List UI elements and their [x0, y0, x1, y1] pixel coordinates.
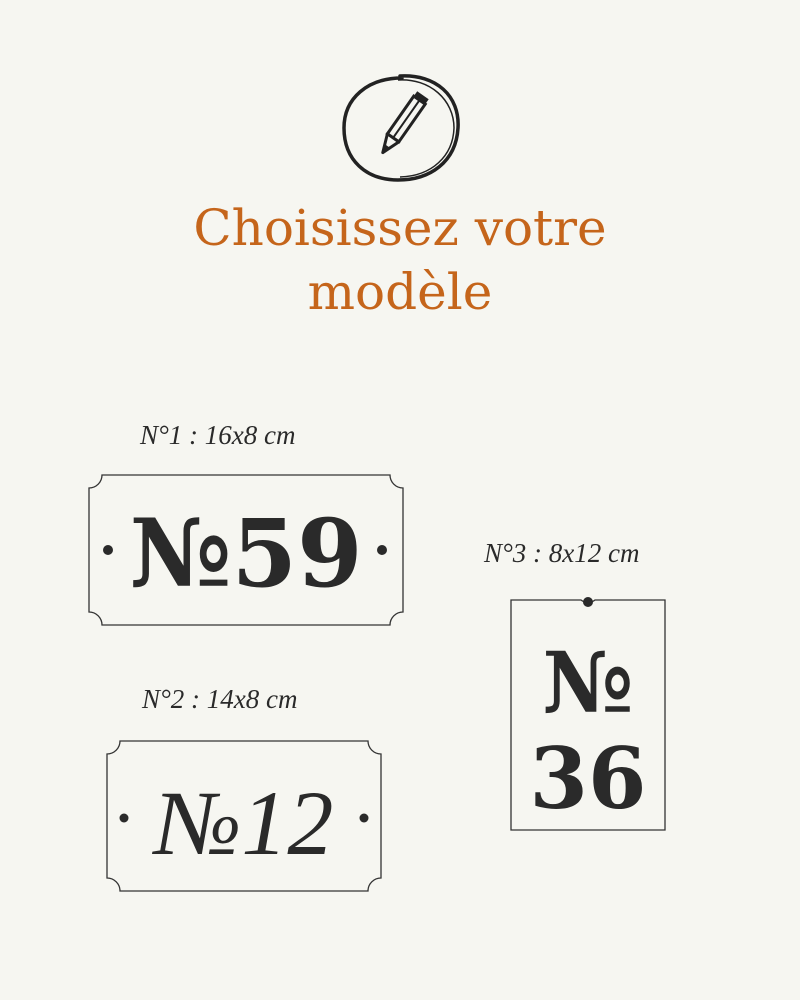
- model-3-plate-line-1: №: [542, 633, 634, 732]
- model-1-plate[interactable]: [88, 474, 404, 626]
- title-line-1: Choisissez votre: [193, 199, 607, 257]
- page-title: [0, 196, 800, 324]
- screw-hole-left: [103, 545, 113, 555]
- model-2-plate-text: №12: [154, 772, 334, 874]
- model-2-label: N°2 : 14x8 cm: [142, 684, 298, 714]
- screw-hole-right: [360, 814, 369, 823]
- model-3-plate[interactable]: [510, 594, 666, 834]
- model-2-plate[interactable]: [106, 740, 382, 892]
- screw-hole-left: [120, 814, 129, 823]
- model-1-label: N°1 : 16x8 cm: [140, 420, 296, 450]
- model-3-plate-line-2: 36: [529, 729, 647, 828]
- hanging-hole: [583, 597, 593, 607]
- pencil-icon: [340, 72, 462, 184]
- model-3-label: N°3 : 8x12 cm: [484, 538, 640, 568]
- screw-hole-right: [377, 545, 387, 555]
- title-line-2: modèle: [307, 263, 493, 321]
- model-1-plate-text: №59: [129, 499, 363, 609]
